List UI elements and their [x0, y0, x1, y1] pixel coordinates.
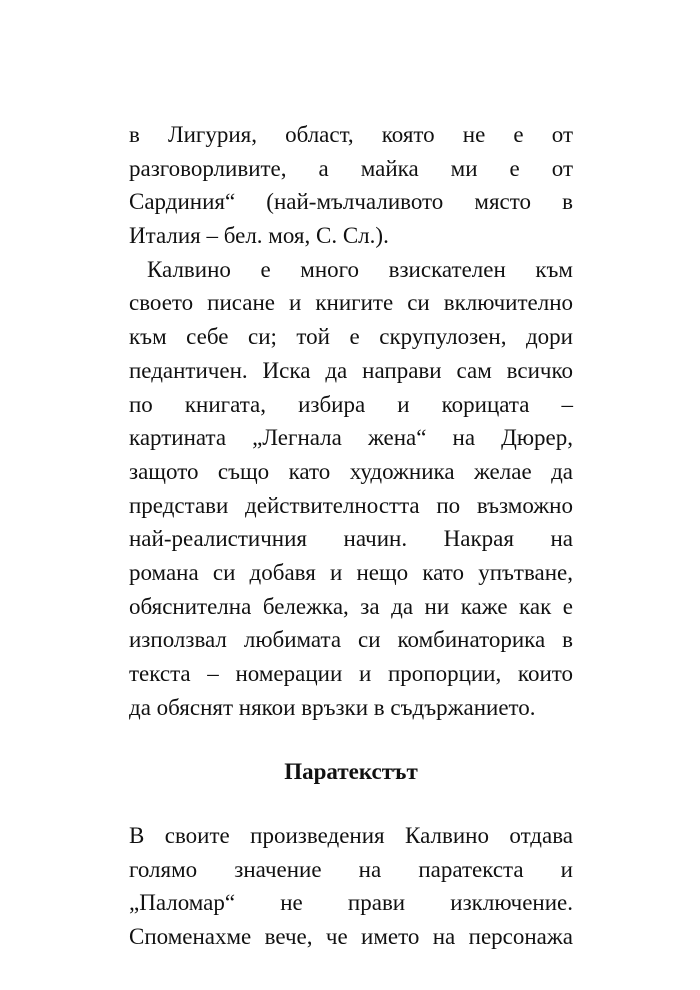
- text-line: да обяснят някои връзки в съдържанието.: [129, 694, 536, 720]
- text-line: романа си добавя и нещо като упътване,: [129, 559, 573, 585]
- text-line: текста – номерации и пропорции, които: [129, 661, 573, 686]
- text-line: Споменахме вече, че името на персонажа: [129, 924, 573, 950]
- paragraph-1: [129, 118, 573, 253]
- text-line: най-реалистичния начин. Накрая на: [129, 526, 573, 552]
- paragraph-3: [129, 819, 573, 954]
- text-line: Калвино е много взискателен към: [147, 256, 573, 282]
- document-page: [129, 118, 573, 954]
- text-line: в Лигурия, област, която не е от: [129, 122, 573, 147]
- text-line: своето писане и книгите си включително: [129, 290, 573, 316]
- text-line: голямо значение на паратекста и: [129, 856, 573, 882]
- text-line: по книгата, избира и корицата –: [129, 391, 573, 417]
- section-heading: Паратекстът: [284, 759, 418, 785]
- text-line: представи действителността по възможно: [129, 492, 573, 518]
- text-line: разговорливите, а майка ми е от: [129, 155, 573, 181]
- text-line: Италия – бел. моя, С. Сл.).: [129, 223, 389, 249]
- text-line: картината „Легнала жена“ на Дюрер,: [129, 425, 573, 451]
- paragraph-2: [129, 253, 573, 725]
- text-line: защото също като художника желае да: [129, 458, 573, 484]
- text-line: използвал любимата си комбинаторика в: [129, 627, 573, 653]
- text-line: педантичен. Иска да направи сам всичко: [129, 357, 573, 383]
- text-line: В своите произведения Калвино отдава: [129, 823, 573, 849]
- text-line: Сардиния“ (най-мълчаливото място в: [129, 189, 573, 215]
- text-line: обяснителна бележка, за да ни каже как е: [129, 593, 573, 619]
- text-line: „Паломар“ не прави изключение.: [129, 890, 573, 916]
- text-line: към себе си; той е скрупулозен, дори: [129, 324, 573, 350]
